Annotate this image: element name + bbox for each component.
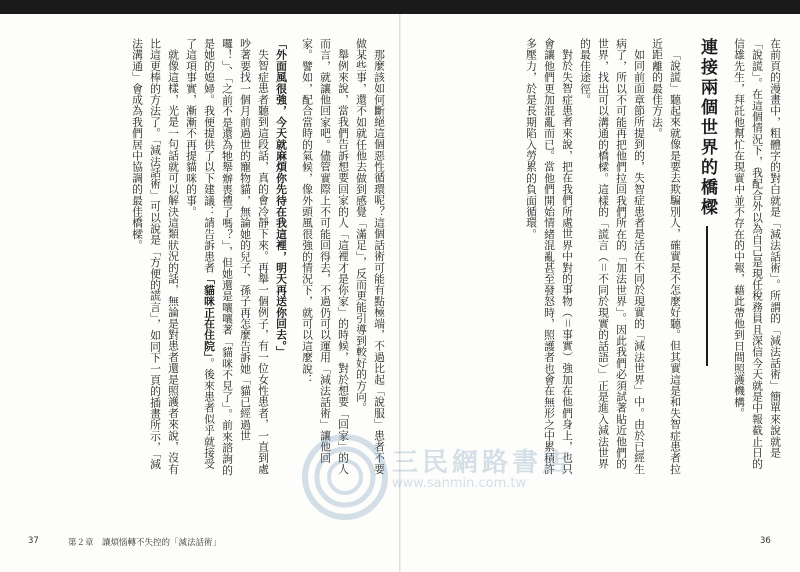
paragraph: 對於失智症患者來說，把在我們所處世界中對的事物（＝事實）強加在他們身上，也只會讓他們更加混亂而已。當他們開始情緒混亂甚至發怒時，照護者也會在無形之中累積許多壓力，於是長期陷入勞累的負面循環。 (525, 38, 574, 475)
paragraph-part: 。後來患者似乎就接受了這項事實，漸漸不再提貓咪的事。 (185, 38, 216, 470)
right-page-text (412, 38, 784, 478)
paragraph: 就像這樣，光是一句話就可以解決這類狀況的話，無論是對患者還是照護者來說，沒有比這更棒的方法了。「減法話術」可以說是「方便的謊言」，如同下一頁的插畫所示，「減法溝通」會成為我們居中協調的最佳橋樑。 (131, 38, 180, 475)
paragraph: 在前頁的漫畫中，粗體字的對白就是「減法話術」。所謂的「減法話術」簡單來說就是「說謊」。在這個情況下，我配合外以為自己是現任稅務員且深信今天就是中報截止日的信雄先生，拜託他幫忙在現實中並不存在的中報，藉此帶他到日間照護機構。 (733, 38, 782, 470)
left-page-text (12, 38, 388, 478)
left-page (12, 38, 388, 478)
right-page-number: 36 (760, 536, 771, 546)
heading-rule (706, 226, 708, 366)
paragraph-part: 失智症患者聽到這段話，真的會冷靜下來。再舉一個例子，有一位女性患者，一直到處吵著要找一個月前過世的寵物貓，無論她的兒子、孫子再怎麼告訴她「貓已經過世囉！」、「之前不是還為牠舉辦喪禮了嗎？」，但她還是嚷嚷著「貓咪不見了」。前來諮詢的是她的媳婦。我便提供了以下建議：請告訴患者 (203, 38, 270, 476)
right-page (412, 38, 784, 478)
paragraph: 舉例來說，當我們告訴想要回家的人「這裡才是你家」的時候，對於想要「回家」的人而言，就讓他回家吧。儘管實際上不可能回得去，不過仍可以運用「減法話術」讓他回家。譬如，配合當時的氣候，像外頭風很強的情況下，就可以這麼說： (301, 38, 350, 475)
top-bar (0, 0, 800, 14)
section-heading: 連接兩個世界的橋樑 (694, 38, 720, 478)
watermark-text: 三民網路書店 (392, 448, 573, 478)
paragraph: 「說謊」聽起來就像是要去欺騙別人，確實是不怎麼好聽。但其實這是和失智症患者拉近距離的最佳方法。 (651, 38, 682, 475)
watermark-url: www.sanmin.com.tw (392, 476, 527, 491)
book-gutter (399, 14, 401, 572)
paragraph: 如同前面章節所提到的，失智症患者是活在不同於現實的「減法世界」中。由於已經生病了，所以不可能再把他們拉回我們所在的「加法世界」。因此我們必須試著貼近他們的世界，找出可以溝通的橋樑。這樣的「謊言（＝不同於現實的話語）」正是進入減法世界的最佳途徑。 (579, 38, 646, 475)
highlight-bold: 「貓咪正在住院」 (203, 273, 216, 358)
left-page-number: 37 (28, 536, 39, 546)
quote-bold: 「外面風很強，今天就麻煩你先待在我這裡，明天再送你回去。」 (275, 38, 288, 358)
paragraph (182, 38, 272, 478)
paragraph: 那麼該如何斷絕這個惡性循環呢？這個話術可能有點極端，不過比起「說服」患者不要做某些事，還不如就任他去做到感覺「滿足」，反而更能引導到較好的方向。 (355, 38, 386, 475)
chapter-running-head: 第２章 讓煩惱轉不失控的「減法話術」 (68, 538, 222, 548)
